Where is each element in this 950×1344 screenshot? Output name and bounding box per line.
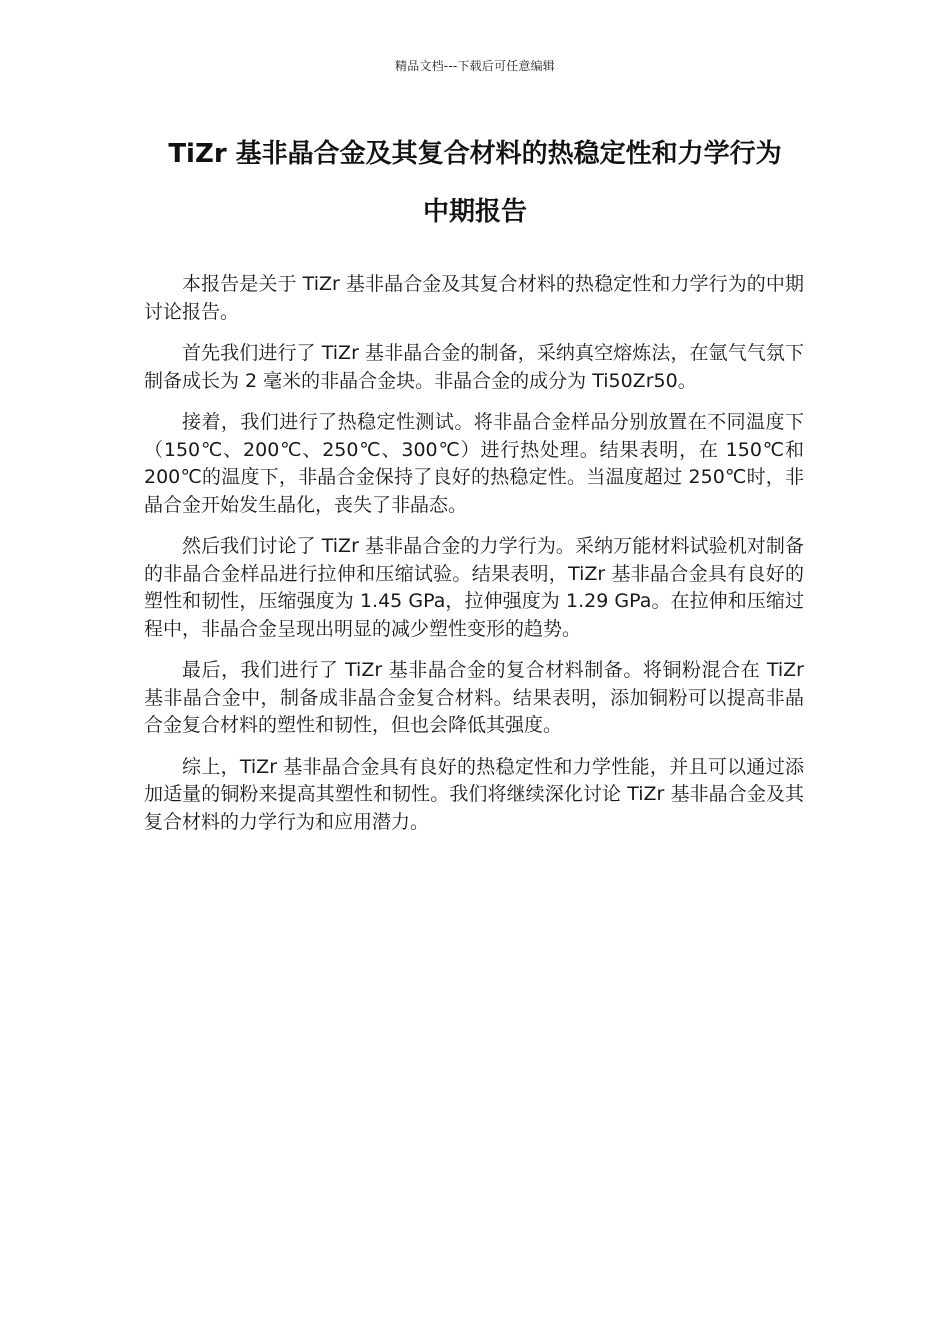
document-title-line-1: TiZr 基非晶合金及其复合材料的热稳定性和力学行为	[168, 139, 782, 169]
paragraph-composite: 最后，我们进行了 TiZr 基非晶合金的复合材料制备。将铜粉混合在 TiZr 基非晶合金中，制备成非晶合金复合材料。结果表明，添加铜粉可以提高非晶合金复合材料的塑性和韧性，但也会降低其强度。	[144, 659, 804, 736]
page-header: 精品文档---下载后可任意编辑	[395, 59, 555, 73]
paragraph-mechanical-behavior: 然后我们讨论了 TiZr 基非晶合金的力学行为。采纳万能材料试验机对制备的非晶合金样品进行拉伸和压缩试验。结果表明，TiZr 基非晶合金具有良好的塑性和韧性，压缩强度为 1.45 GPa，拉伸强度为 1.29 GPa。在拉伸和压缩过程中，非晶合金呈现出明显的减少塑性变形的趋势。	[144, 535, 804, 640]
paragraph-conclusion: 综上，TiZr 基非晶合金具有良好的热稳定性和力学性能，并且可以通过添加适量的铜粉来提高其塑性和韧性。我们将继续深化讨论 TiZr 基非晶合金及其复合材料的力学行为和应用潜力。	[144, 755, 804, 833]
document-body	[144, 271, 804, 850]
document-title-line-2: 中期报告	[422, 197, 527, 227]
paragraph-intro: 本报告是关于 TiZr 基非晶合金及其复合材料的热稳定性和力学行为的中期讨论报告。	[144, 273, 804, 323]
paragraph-preparation: 首先我们进行了 TiZr 基非晶合金的制备，采纳真空熔炼法，在氩气气氛下制备成长为 2 毫米的非晶合金块。非晶合金的成分为 Ti50Zr50。	[144, 342, 804, 392]
paragraph-thermal-stability: 接着，我们进行了热稳定性测试。将非晶合金样品分别放置在不同温度下（150℃、200℃、250℃、300℃）进行热处理。结果表明，在 150℃和 200℃的温度下，非晶合金保持了良好的热稳定性。当温度超过 250℃时，非晶合金开始发生晶化，丧失了非晶态。	[144, 411, 804, 516]
